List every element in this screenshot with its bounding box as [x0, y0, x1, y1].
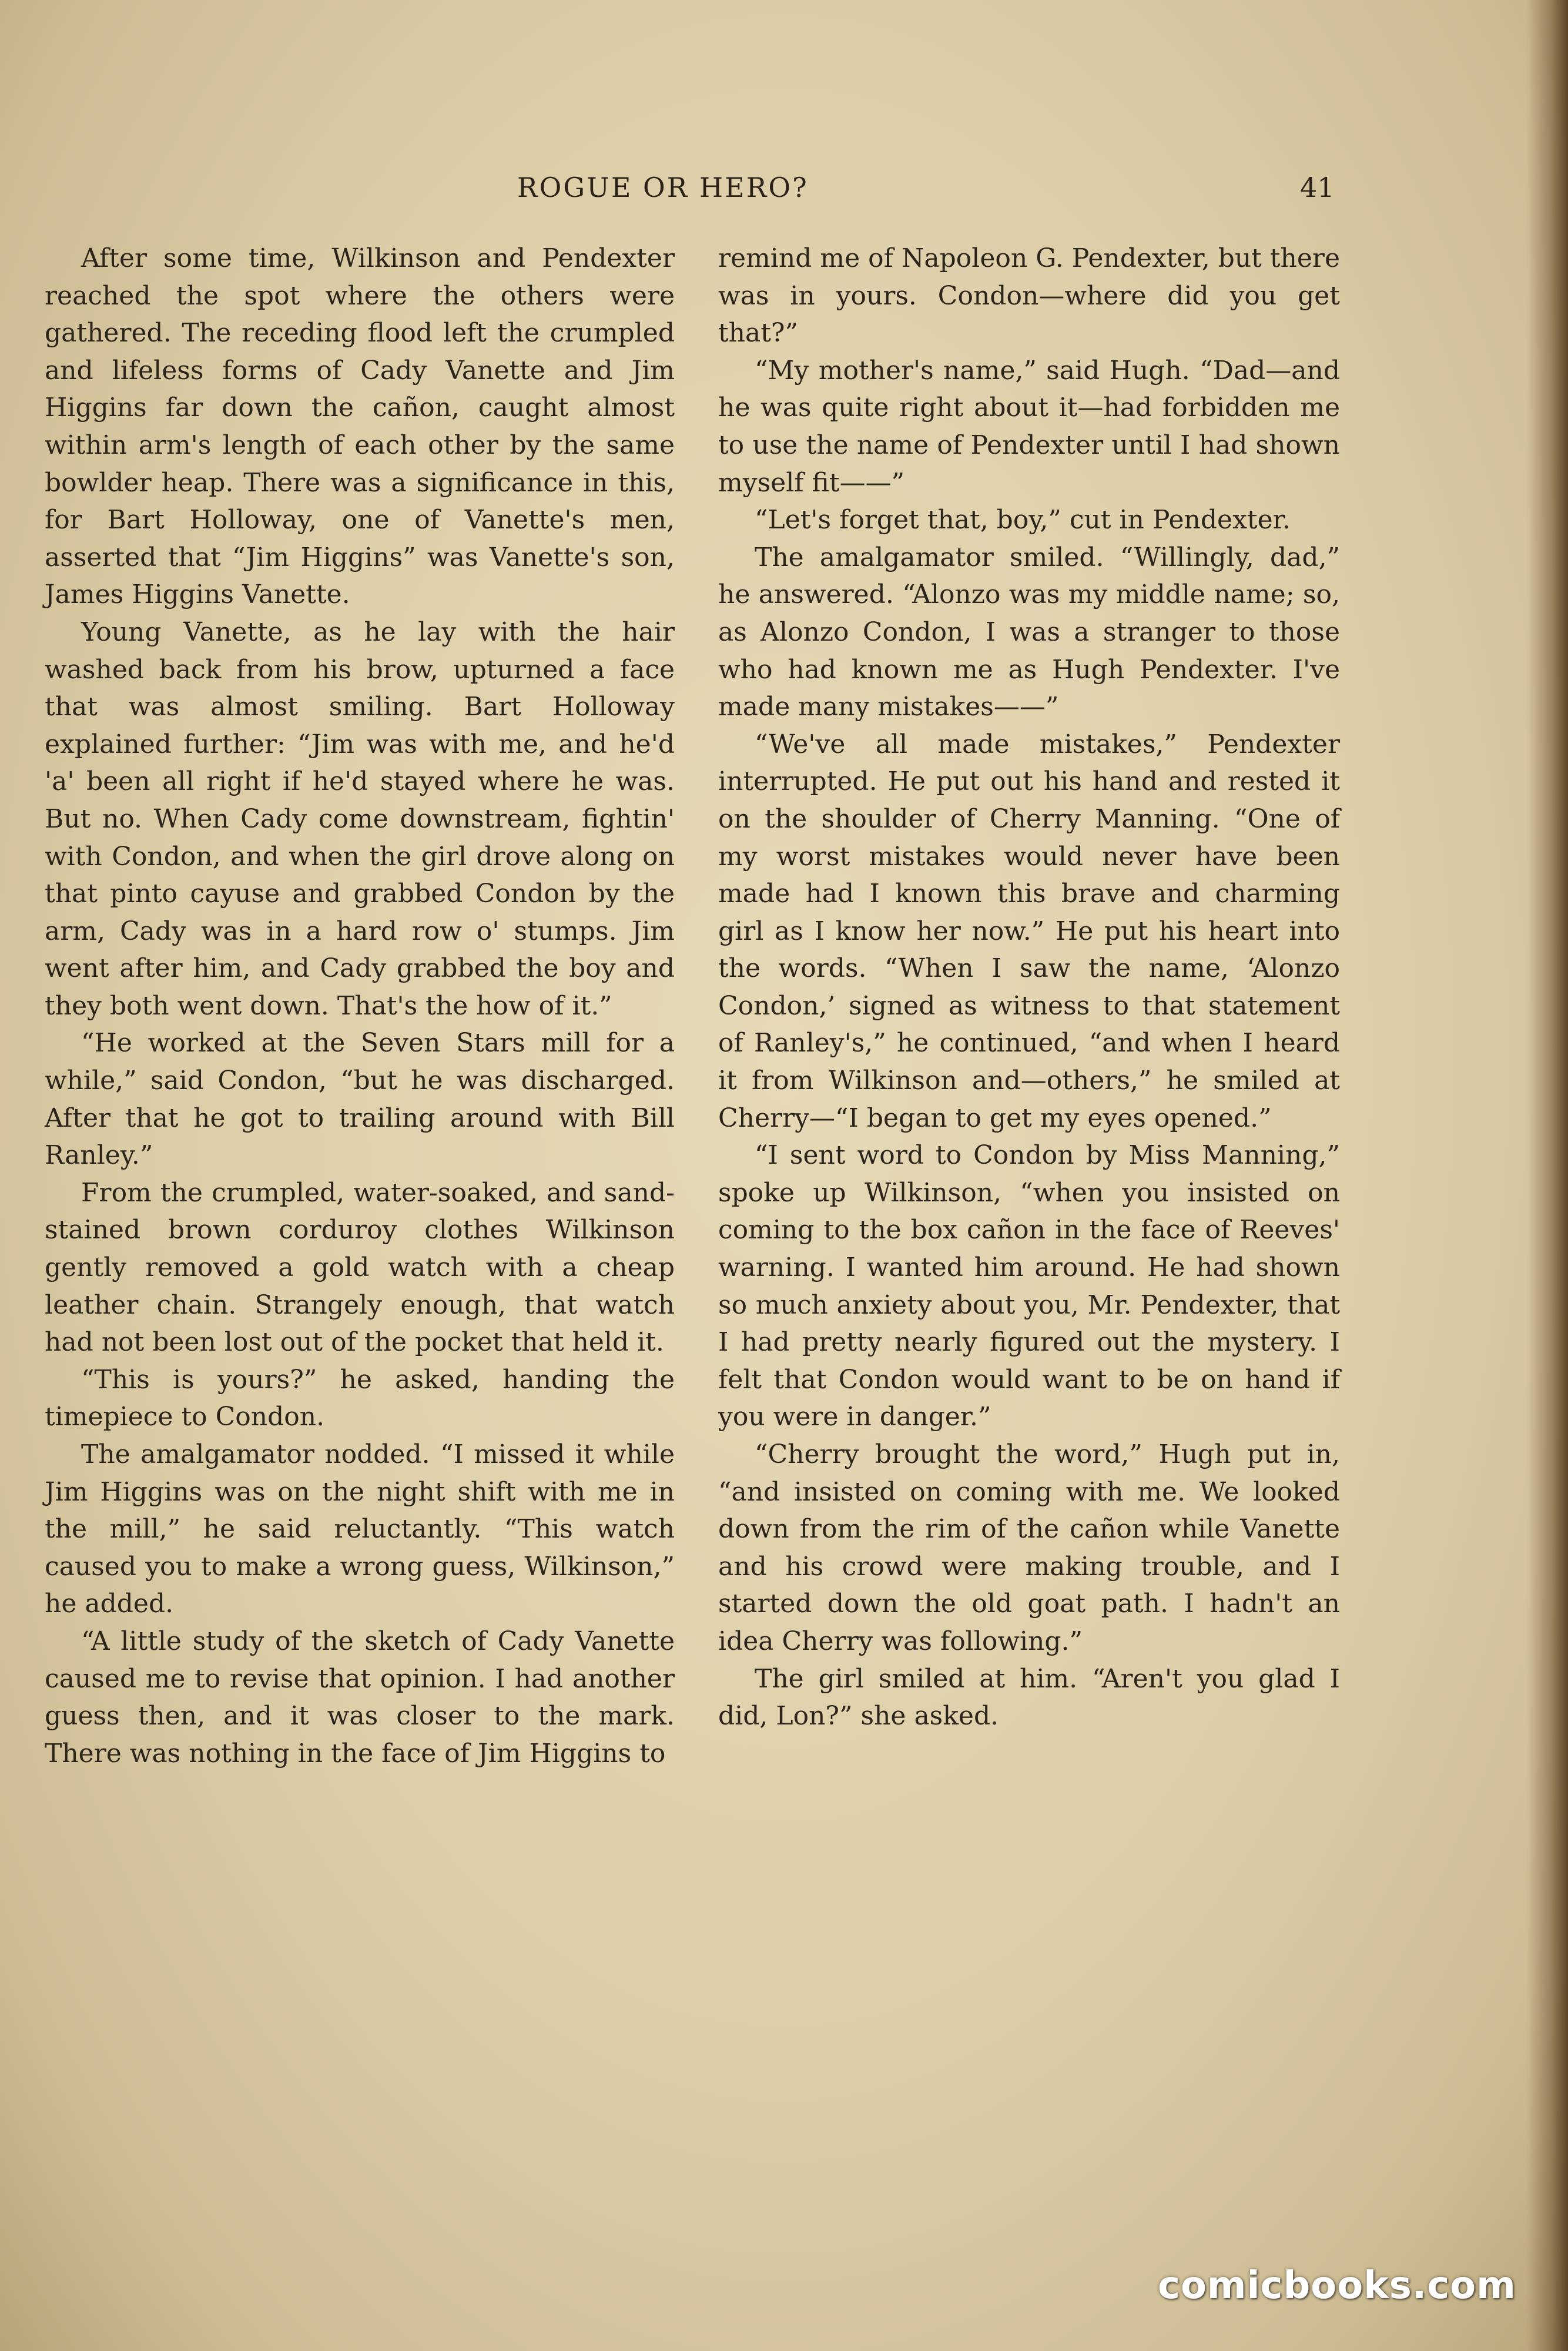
left-column [45, 240, 675, 1772]
right-column [718, 240, 1340, 1735]
paragraph: The amalgamator nodded. “I missed it while Jim Higgins was on the night shift with me in the mill,” he said reluctantly. “This watch caused you to make a wrong guess, Wilkinson,” he added. [45, 1439, 675, 1619]
paragraph: “This is yours?” he asked, handing the timepiece to Condon. [45, 1364, 675, 1432]
paragraph: “I sent word to Condon by Miss Manning,” spoke up Wilkinson, “when you insisted on coming to the box cañon in the face of Reeves' warning. I wanted him around. He had shown so much anxiety about you, Mr. Pendexter, that I had pretty nearly figured out the mystery. I felt that Condon would want to be on hand if you were in danger.” [718, 1140, 1340, 1432]
page-spine-shadow [1527, 0, 1568, 2351]
paragraph: “My mother's name,” said Hugh. “Dad—and he was quite right about it—had forbidden me to use the name of Pendexter until I had shown myself fit——” [718, 355, 1340, 498]
page-header [0, 172, 1568, 213]
paragraph: Young Vanette, as he lay with the hair washed back from his brow, upturned a face that was almost smiling. Bart Holloway explained further: “Jim was with me, and he'd 'a' been all right if he'd stayed where he was. But no. When Cady come downstream, fightin' with Condon, and when the girl drove along on that pinto cayuse and grabbed Condon by the arm, Cady was in a hard row o' stumps. Jim went after him, and Cady grabbed the boy and they both went down. That's the how of it.” [45, 617, 675, 1021]
paragraph: “Cherry brought the word,” Hugh put in, “and insisted on coming with me. We looked down from the rim of the cañon while Vanette and his crowd were making trouble, and I started down the old goat path. I hadn't an idea Cherry was following.” [718, 1439, 1340, 1656]
paragraph: After some time, Wilkinson and Pendexter reached the spot where the others were gathered. The receding flood left the crumpled and lifeless forms of Cady Vanette and Jim Higgins far down the cañon, caught almost within arm's length of each other by the same bowlder heap. There was a significance in this, for Bart Holloway, one of Vanette's men, asserted that “Jim Higgins” was Vanette's son, James Higgins Vanette. [45, 243, 675, 610]
watermark: comicbooks.com [1158, 2264, 1516, 2308]
paragraph: “We've all made mistakes,” Pendexter interrupted. He put out his hand and rested it on the shoulder of Cherry Manning. “One of my worst mistakes would never have been made had I known this brave and charming girl as I know her now.” He put his heart into the words. “When I saw the name, ‘Alonzo Condon,’ signed as witness to that statement of Ranley's,” he continued, “and when I heard it from Wilkinson and—others,” he smiled at Cherry—“I began to get my eyes opened.” [718, 729, 1340, 1133]
paragraph: “A little study of the sketch of Cady Vanette caused me to revise that opinion. I had another guess then, and it was closer to the mark. There was nothing in the face of Jim Higgins to [45, 1626, 675, 1769]
paragraph-continued: remind me of Napoleon G. Pendexter, but there was in yours. Condon—where did you get that?” [718, 243, 1340, 349]
paragraph: From the crumpled, water-soaked, and sand-stained brown corduroy clothes Wilkinson gently removed a gold watch with a cheap leather chain. Strangely enough, that watch had not been lost out of the pocket that held it. [45, 1177, 675, 1358]
running-title: ROGUE OR HERO? [517, 172, 809, 203]
paragraph: The amalgamator smiled. “Willingly, dad,” he answered. “Alonzo was my middle name; so, as Alonzo Condon, I was a stranger to those who had known me as Hugh Pendexter. I've made many mistakes——” [718, 542, 1340, 722]
paragraph: “He worked at the Seven Stars mill for a while,” said Condon, “but he was discharged. After that he got to trailing around with Bill Ranley.” [45, 1028, 675, 1171]
paragraph: The girl smiled at him. “Aren't you glad I did, Lon?” she asked. [718, 1663, 1340, 1732]
page-number: 41 [1300, 172, 1335, 203]
paragraph: “Let's forget that, boy,” cut in Pendexter. [755, 505, 1291, 535]
